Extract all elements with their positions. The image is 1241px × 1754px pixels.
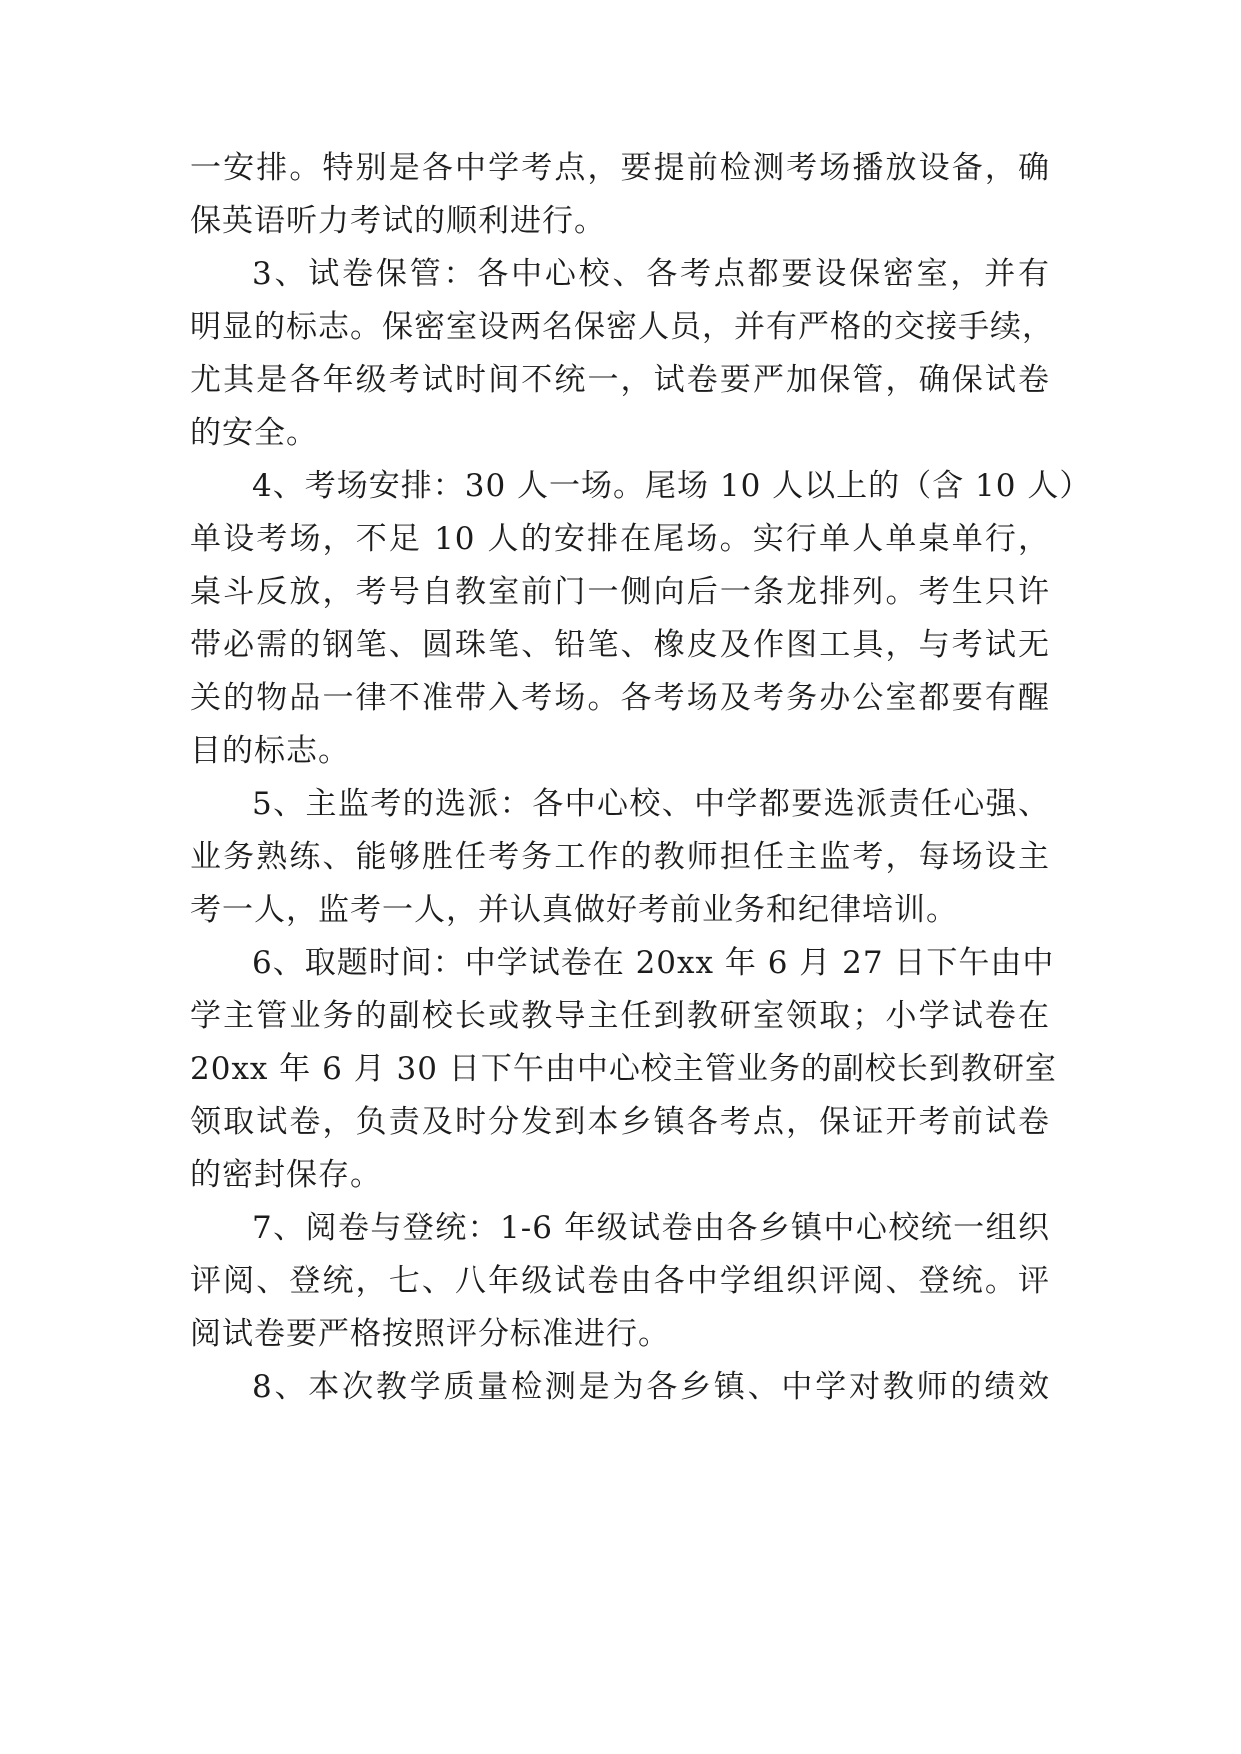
text-line: 明显的标志。保密室设两名保密人员，并有严格的交接手续， bbox=[190, 309, 1054, 345]
text-line: 考一人，监考一人，并认真做好考前业务和纪律培训。 bbox=[190, 892, 958, 928]
paragraph-5-start: 5、主监考的选派：各中心校、中学都要选派责任心强、 bbox=[252, 786, 1050, 822]
text-line: 目的标志。 bbox=[190, 733, 350, 769]
text-line: 一安排。特别是各中学考点，要提前检测考场播放设备，确 bbox=[190, 150, 1050, 186]
text-line: 学主管业务的副校长或教导主任到教研室领取；小学试卷在 bbox=[190, 998, 1050, 1034]
paragraph-4-start: 4、考场安排：30 人一场。尾场 10 人以上的（含 10 人） bbox=[252, 468, 1092, 504]
text-line: 尤其是各年级考试时间不统一，试卷要严加保管，确保试卷 bbox=[190, 362, 1050, 398]
text-line: 单设考场，不足 10 人的安排在尾场。实行单人单桌单行， bbox=[190, 521, 1050, 557]
text-line: 桌斗反放，考号自教室前门一侧向后一条龙排列。考生只许 bbox=[190, 574, 1050, 610]
paragraph-6-start: 6、取题时间：中学试卷在 20xx 年 6 月 27 日下午由中 bbox=[252, 945, 1055, 981]
text-line: 的密封保存。 bbox=[190, 1157, 382, 1193]
text-line: 领取试卷，负责及时分发到本乡镇各考点，保证开考前试卷 bbox=[190, 1104, 1050, 1140]
text-line: 20xx 年 6 月 30 日下午由中心校主管业务的副校长到教研室 bbox=[190, 1051, 1057, 1087]
text-line: 业务熟练、能够胜任考务工作的教师担任主监考，每场设主 bbox=[190, 839, 1050, 875]
text-line: 关的物品一律不准带入考场。各考场及考务办公室都要有醒 bbox=[190, 680, 1050, 716]
paragraph-8-start: 8、本次教学质量检测是为各乡镇、中学对教师的绩效 bbox=[252, 1369, 1050, 1405]
paragraph-7-start: 7、阅卷与登统：1-6 年级试卷由各乡镇中心校统一组织 bbox=[252, 1210, 1050, 1246]
text-line: 的安全。 bbox=[190, 415, 318, 451]
text-line: 保英语听力考试的顺利进行。 bbox=[190, 203, 606, 239]
paragraph-3-start: 3、试卷保管：各中心校、各考点都要设保密室，并有 bbox=[252, 256, 1050, 292]
text-line: 带必需的钢笔、圆珠笔、铅笔、橡皮及作图工具，与考试无 bbox=[190, 627, 1050, 663]
text-line: 阅试卷要严格按照评分标准进行。 bbox=[190, 1316, 670, 1352]
text-line: 评阅、登统，七、八年级试卷由各中学组织评阅、登统。评 bbox=[190, 1263, 1050, 1299]
